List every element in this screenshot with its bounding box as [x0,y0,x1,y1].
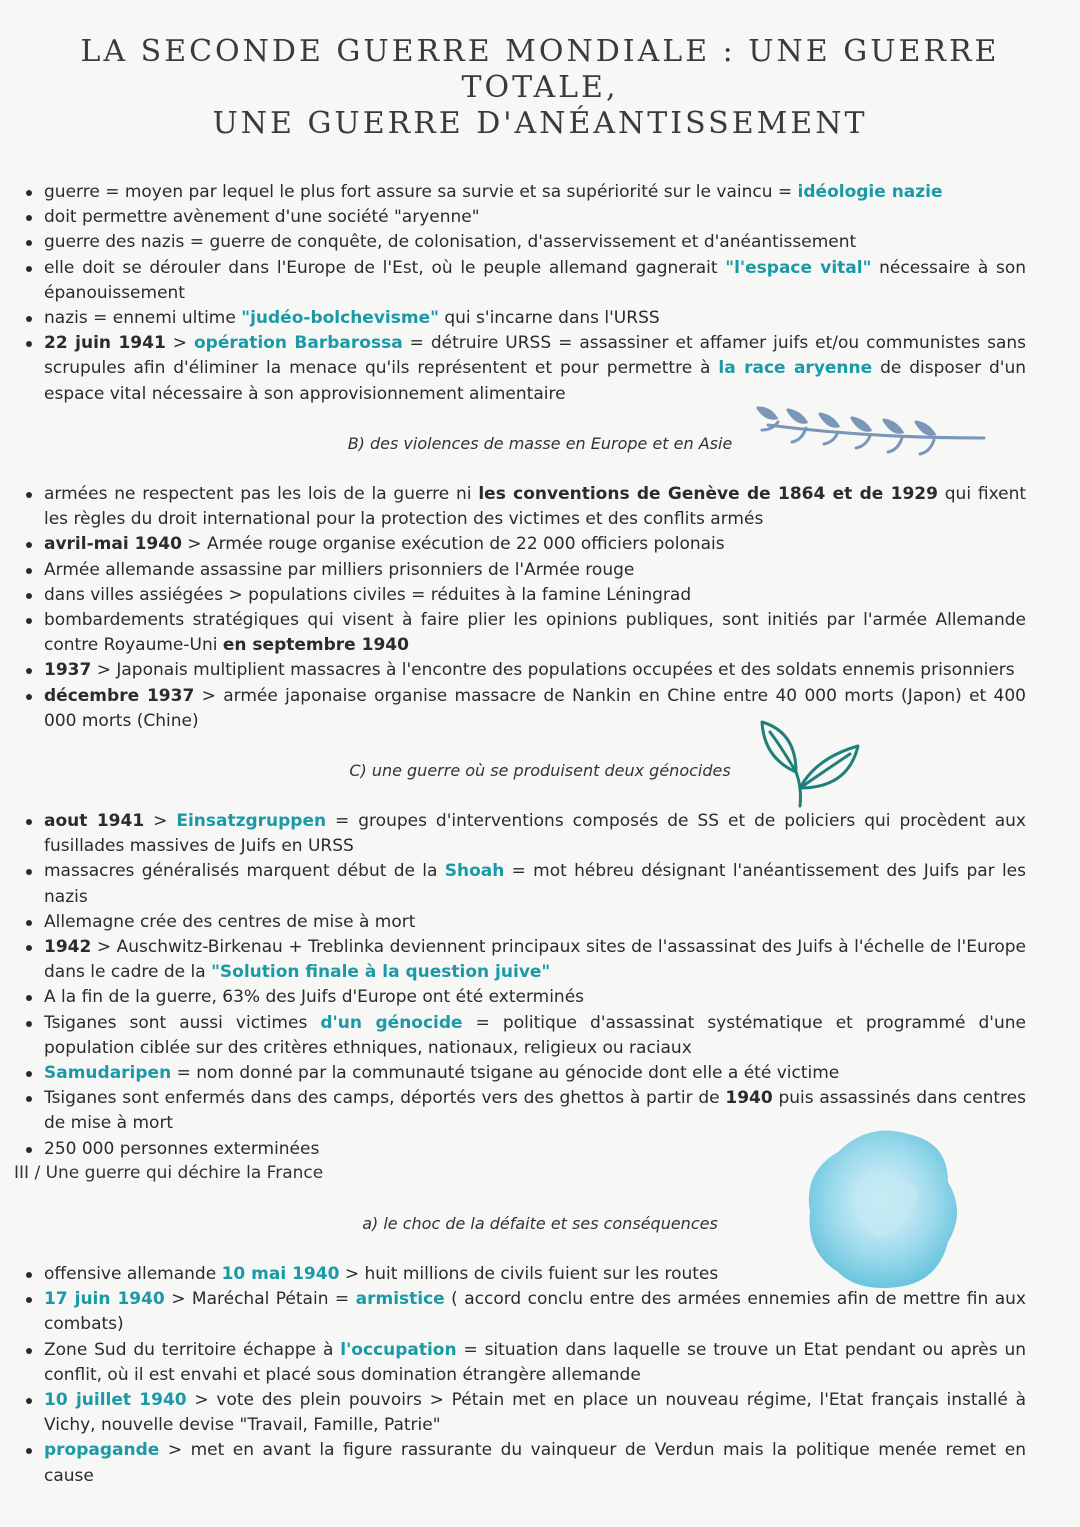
list-item [0,583,1080,608]
text-segment: guerre des nazis = guerre de conquête, de colonisation, d'asservissement et d'anéantissement [44,232,857,253]
bold-term: avril-mai 1940 [44,534,182,555]
list-item [0,1438,1080,1488]
text-segment: A la fin de la guerre, 63% des Juifs d'Europe ont été exterminés [44,987,585,1008]
text-segment: elle doit se dérouler dans l'Europe de l'Est, où le peuple allemand gagnerait [44,257,726,278]
highlight-term: Shoah [444,861,505,882]
text-segment: massacres généralisés marquent début de la [44,861,445,882]
bold-term: 1940 [725,1088,773,1109]
list-item [0,1388,1080,1438]
leaf-branch-icon [748,400,988,460]
text-segment: ( accord conclu entre des armées ennemies afin de mettre fin aux combats) [44,1289,1026,1335]
leaf-sprout-icon [756,718,866,810]
text-segment: > [144,811,177,831]
text-segment: Allemagne crée des centres de mise à mort [44,911,416,932]
list-item [0,230,1080,255]
list-item [0,306,1080,331]
text-segment: doit permettre avènement d'une société "aryenne" [44,207,480,228]
text-segment: = détruire URSS = assassiner et affamer juifs et/ou communistes sans scrupules afin d'éliminer la menace qu'ils représentent et pour permettre à [44,333,1026,379]
list-item [0,608,1080,658]
text-segment: > [165,333,194,354]
list-item [0,1262,1080,1287]
text-segment: = situation dans laquelle se trouve un Etat pendant ou après un conflit, où il est envahi et placé sous domination étrangère allemande [44,1339,1026,1385]
text-segment: nazis = ennemi ultime [44,308,242,329]
list-item [0,558,1080,583]
bullet-list-ideology [0,180,1080,407]
highlight-term: opération Barbarossa [193,333,403,354]
bold-term: 1937 [44,660,92,681]
text-segment: > Maréchal Pétain = [164,1289,356,1310]
text-segment: Tsiganes sont enfermés dans des camps, déportés vers des ghettos à partir de [44,1088,726,1109]
bold-term: aout 1941 [44,811,145,831]
bold-term: les conventions de Genève de 1864 et de 1929 [478,484,938,504]
text-segment: > met en avant la figure rassurante du vainqueur de Verdun mais la politique menée remet en cause [44,1440,1026,1486]
list-item [0,1287,1080,1337]
text-segment: guerre = moyen par lequel le plus fort assure sa survie et sa supériorité sur le vaincu = [44,182,798,202]
text-segment: = groupes d'interventions composés de SS et de policiers qui procèdent aux fusillades massives de Juifs en URSS [44,811,1026,857]
highlight-term: 10 mai 1940 [221,1264,340,1284]
highlight-term: l'occupation [340,1339,457,1360]
bold-term: décembre 1937 [44,685,195,706]
highlight-term: Einsatzgruppen [176,811,327,831]
subheading-b: B) des violences de masse en Europe et en Asie [347,434,733,453]
text-segment: nécessaire à son épanouissement [44,257,1026,303]
text-segment: = mot hébreu désignant l'anéantissement des Juifs par les nazis [44,861,1026,907]
text-segment: dans villes assiégées > populations civiles = réduites à la famine Léningrad [44,584,692,605]
list-item [0,684,1080,734]
bullet-list-france [0,1262,1080,1489]
highlight-term: d'un génocide [320,1012,463,1033]
list-item [0,205,1080,230]
list-item [0,532,1080,557]
title-line-2: UNE GUERRE D'ANÉANTISSEMENT [212,106,868,141]
bold-term: en septembre 1940 [222,635,409,656]
text-segment: Tsiganes sont aussi victimes [44,1012,321,1033]
list-item [0,482,1080,532]
list-item [0,859,1080,909]
text-segment: qui fixent les règles du droit international pour la protection des victimes et des conflits armés [44,484,1027,530]
highlight-term: armistice [355,1289,445,1310]
list-item [0,331,1080,407]
highlight-term: Samudaripen [44,1063,172,1084]
title-line-1: LA SECONDE GUERRE MONDIALE : UNE GUERRE TOTALE, [80,34,1000,105]
list-item [0,256,1080,306]
text-segment: armées ne respectent pas les lois de la guerre ni [44,484,479,504]
list-item [0,658,1080,683]
text-segment: de disposer d'un espace vital nécessaire à son approvisionnement alimentaire [44,358,1026,404]
highlight-term: la race aryenne [718,358,873,379]
highlight-term: "l'espace vital" [725,257,872,278]
highlight-term: propagande [44,1440,160,1461]
text-segment: > Auschwitz-Birkenau + Treblinka deviennent principaux sites de l'assassinat des Juifs à l'échelle de l'Europe dans le cadre de la [44,937,1026,983]
section-heading-3: III / Une guerre qui déchire la France [14,1163,324,1183]
subheading-a: a) le choc de la défaite et ses conséquences [362,1214,718,1233]
text-segment: offensive allemande [44,1264,222,1284]
text-segment: puis assassinés dans centres de mise à mort [44,1088,1026,1134]
list-item [0,1338,1080,1388]
list-item [0,935,1080,985]
list-item [0,809,1080,859]
text-segment: = nom donné par la communauté tsigane au génocide dont elle a été victime [171,1063,840,1084]
text-segment: 250 000 personnes exterminées [44,1138,320,1159]
page-title [0,34,1080,142]
bold-term: 22 juin 1941 [44,333,166,354]
text-segment: > armée japonaise organise massacre de Nankin en Chine entre 40 000 morts (Japon) et 400 000 morts (Chine) [44,685,1026,731]
bullet-list-violences [0,482,1080,734]
list-item [0,910,1080,935]
list-item [0,1061,1080,1086]
highlight-term: 17 juin 1940 [44,1289,165,1310]
text-segment: qui s'incarne dans l'URSS [438,308,660,329]
list-item [0,180,1080,205]
list-item [0,1011,1080,1061]
highlight-term: idéologie nazie [797,182,943,202]
text-segment: = politique d'assassinat systématique et programmé d'une population ciblée sur des critères ethniques, nationaux, religieux ou raciaux [44,1012,1026,1058]
list-item [0,985,1080,1010]
text-segment: Armée allemande assassine par milliers prisonniers de l'Armée rouge [44,559,635,580]
text-segment: > vote des plein pouvoirs > Pétain met en place un nouveau régime, l'Etat français installé à Vichy, nouvelle devise "Travail, Famille, Patrie" [44,1390,1026,1436]
text-segment: > Armée rouge organise exécution de 22 000 officiers polonais [181,534,725,555]
text-segment: > huit millions de civils fuient sur les routes [339,1264,719,1284]
text-segment: bombardements stratégiques qui visent à faire plier les opinions publiques, sont initiés par l'armée Allemande contre Royaume-Uni [44,610,1026,656]
subheading-c: C) une guerre où se produisent deux génocides [349,761,731,780]
highlight-term: 10 juillet 1940 [44,1390,187,1411]
highlight-term: "Solution finale à la question juive" [211,962,551,983]
highlight-term: "judéo-bolchevisme" [241,308,439,329]
text-segment: > Japonais multiplient massacres à l'encontre des populations occupées et des soldats ennemis prisonniers [91,660,1015,681]
bold-term: 1942 [44,937,92,958]
text-segment: Zone Sud du territoire échappe à [44,1339,341,1360]
bullet-list-genocides [0,809,1080,1162]
